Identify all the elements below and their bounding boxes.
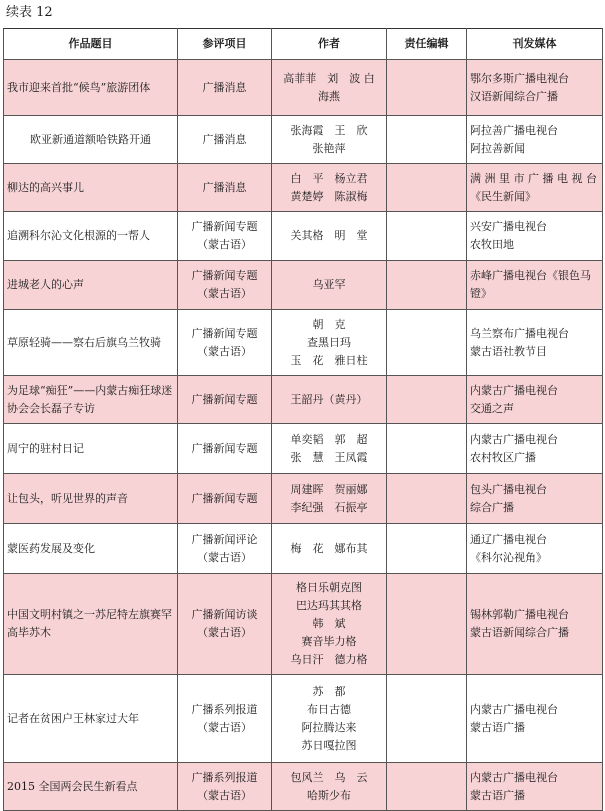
- table-row: [4, 261, 603, 310]
- cell-authors-line: 格日乐朝克图: [296, 581, 362, 594]
- work-title: 让包头，听见世界的声音: [7, 491, 128, 505]
- cell-category-line: 广播新闻专题: [191, 326, 258, 340]
- cell-media: [467, 310, 603, 376]
- table-row: [4, 675, 603, 763]
- cell-authors-line: 王韶丹（黄丹）: [290, 392, 368, 406]
- cell-editor: [387, 763, 467, 811]
- awards-table: [3, 28, 603, 811]
- cell-editor: [387, 574, 467, 675]
- table-row: [4, 376, 603, 424]
- cell-media-line: 综合广播: [470, 500, 514, 514]
- cell-media-line: 蒙古语社教节目: [470, 344, 547, 358]
- cell-media: [467, 524, 603, 574]
- table-row: [4, 474, 603, 524]
- cell-authors-line: 高菲菲 刘 波 白: [283, 71, 375, 85]
- cell-authors-line: 张 慧 王凤霞: [290, 450, 368, 464]
- cell-authors-line: 苏日嘎拉图: [301, 738, 357, 752]
- cell-authors: [272, 212, 387, 261]
- cell-category-line: 广播新闻专题: [191, 269, 258, 282]
- work-title: 周宁的驻村日记: [7, 441, 84, 455]
- cell-authors-line: 哈斯少布: [307, 788, 351, 802]
- cell-media: [467, 116, 603, 164]
- table-row: [4, 524, 603, 574]
- cell-title: [4, 164, 178, 212]
- table-body: [4, 60, 603, 811]
- work-title: 中国文明村镇之一苏尼特左旗赛罕高毕苏木: [7, 608, 172, 639]
- cell-editor: [387, 116, 467, 164]
- header-category: 参评项目: [178, 29, 272, 60]
- table-row: [4, 60, 603, 116]
- table-row: [4, 424, 603, 474]
- cell-media: [467, 474, 603, 524]
- cell-authors-line: 关其格 明 堂: [290, 229, 368, 242]
- cell-authors-line: 阿拉腾达来: [301, 720, 357, 734]
- cell-media: [467, 60, 603, 116]
- cell-category-line: （蒙古语）: [197, 720, 252, 734]
- work-title: 我市迎来首批“候鸟”旅游团体: [7, 80, 151, 94]
- header-media: 刊发媒体: [467, 29, 603, 60]
- work-title: 2015 全国两会民生新看点: [7, 779, 138, 793]
- cell-media: [467, 164, 603, 212]
- cell-category-line: 广播系列报道: [191, 702, 258, 716]
- cell-authors-line: 查黑日玛: [307, 335, 351, 349]
- cell-media: [467, 574, 603, 675]
- cell-authors-line: 韩 斌: [312, 617, 346, 630]
- cell-category-line: 广播消息: [202, 80, 247, 94]
- cell-category-line: 广播新闻专题: [191, 491, 258, 505]
- cell-category-line: 广播新闻专题: [191, 441, 258, 455]
- cell-editor: [387, 675, 467, 763]
- work-title: 追溯科尔沁文化根源的一帮人: [7, 229, 150, 242]
- cell-media-line: 交通之声: [470, 401, 514, 415]
- cell-authors: [272, 60, 387, 116]
- cell-authors: [272, 424, 387, 474]
- table-row: [4, 574, 603, 675]
- cell-media-line: 包头广播电视台: [470, 482, 547, 496]
- cell-title: [4, 675, 178, 763]
- cell-authors-line: 黄楚婷 陈淑梅: [290, 189, 368, 203]
- cell-authors-line: 乌亚罕: [312, 278, 346, 291]
- cell-editor: [387, 261, 467, 310]
- cell-media-line: 满 洲 里 市 广 播 电 视 台: [470, 171, 597, 185]
- cell-category-line: 广播新闻专题: [191, 392, 258, 406]
- cell-authors-line: 包风兰 乌 云: [290, 770, 368, 784]
- cell-category: [178, 60, 272, 116]
- cell-authors-line: 李纪强 石振亭: [290, 500, 368, 514]
- cell-title: [4, 116, 178, 164]
- cell-category-line: （蒙古语）: [197, 238, 252, 251]
- cell-authors-line: 苏 都: [312, 684, 346, 698]
- cell-media-line: 锡林郭勒广播电视台: [470, 608, 569, 621]
- cell-authors: [272, 164, 387, 212]
- cell-media: [467, 376, 603, 424]
- cell-authors: [272, 310, 387, 376]
- cell-editor: [387, 60, 467, 116]
- cell-category: [178, 116, 272, 164]
- table-row: [4, 212, 603, 261]
- cell-authors-line: 梅 花 娜布其: [290, 541, 368, 555]
- cell-media: [467, 261, 603, 310]
- cell-media-line: 内蒙古广播电视台: [470, 432, 558, 446]
- cell-category: [178, 212, 272, 261]
- cell-category: [178, 164, 272, 212]
- cell-media-line: 阿拉善广播电视台: [470, 123, 558, 137]
- work-title: 欧亚新通道额哈铁路开通: [30, 132, 151, 146]
- header-title: 作品题目: [4, 29, 178, 60]
- cell-authors-line: 张艳萍: [312, 141, 346, 155]
- cell-category: [178, 524, 272, 574]
- work-title: 柳达的高兴事儿: [7, 180, 84, 194]
- cell-title: [4, 574, 178, 675]
- cell-category: [178, 424, 272, 474]
- cell-category-line: 广播新闻访谈: [191, 608, 258, 621]
- cell-category-line: （蒙古语）: [197, 550, 252, 564]
- cell-category-line: 广播新闻评论: [191, 532, 258, 546]
- cell-authors-line: 朝 克: [312, 317, 346, 331]
- cell-media-line: 通辽广播电视台: [470, 532, 547, 546]
- cell-category-line: （蒙古语）: [197, 788, 252, 802]
- cell-category: [178, 310, 272, 376]
- cell-editor: [387, 424, 467, 474]
- table-row: [4, 116, 603, 164]
- cell-title: [4, 261, 178, 310]
- cell-authors-line: 海燕: [318, 89, 340, 103]
- cell-category-line: 广播消息: [202, 180, 247, 194]
- cell-media-line: 鄂尔多斯广播电视台: [470, 71, 569, 85]
- header-authors: 作者: [272, 29, 387, 60]
- cell-authors-line: 玉 花 雅日柱: [290, 353, 368, 367]
- cell-media: [467, 763, 603, 811]
- work-title: 进城老人的心声: [7, 278, 84, 291]
- cell-title: [4, 310, 178, 376]
- table-row: [4, 763, 603, 811]
- cell-title: [4, 60, 178, 116]
- cell-authors: [272, 376, 387, 424]
- cell-media-line: 蒙古语广播: [470, 720, 525, 734]
- cell-authors: [272, 675, 387, 763]
- cell-authors-line: 周建晖 贺丽娜: [290, 482, 368, 496]
- cell-category: [178, 261, 272, 310]
- cell-category-line: （蒙古语）: [197, 344, 252, 358]
- cell-category-line: （蒙古语）: [197, 626, 252, 639]
- cell-authors: [272, 116, 387, 164]
- cell-authors: [272, 763, 387, 811]
- cell-media: [467, 675, 603, 763]
- cell-title: [4, 376, 178, 424]
- cell-media: [467, 424, 603, 474]
- cell-editor: [387, 524, 467, 574]
- cell-media-line: 汉语新闻综合广播: [470, 89, 558, 103]
- cell-title: [4, 524, 178, 574]
- cell-media-line: 《科尔沁视角》: [470, 550, 547, 564]
- cell-authors: [272, 474, 387, 524]
- cell-media-line: 蒙古语广播: [470, 788, 525, 802]
- cell-authors: [272, 574, 387, 675]
- cell-media-line: 农村牧区广播: [470, 450, 536, 464]
- cell-authors: [272, 261, 387, 310]
- cell-media: [467, 212, 603, 261]
- work-title: 记者在贫困户王林家过大年: [7, 711, 139, 725]
- cell-category-line: 广播消息: [202, 132, 247, 146]
- cell-category: [178, 675, 272, 763]
- cell-title: [4, 424, 178, 474]
- cell-authors-line: 白 平 杨立君: [290, 171, 368, 185]
- cell-editor: [387, 376, 467, 424]
- table-row: [4, 164, 603, 212]
- cell-category-line: 广播新闻专题: [191, 220, 258, 233]
- cell-media-line: 《民生新闻》: [470, 189, 536, 203]
- cell-media-line: 赤峰广播电视台《银色马: [470, 269, 591, 282]
- cell-media-line: 蒙古语新闻综合广播: [470, 626, 569, 639]
- cell-authors-line: 乌日汗 德力格: [290, 653, 368, 666]
- cell-media-line: 内蒙古广播电视台: [470, 770, 558, 784]
- work-title: 草原轻骑——察右后旗乌兰牧骑: [7, 335, 161, 349]
- cell-authors-line: 单奕韬 郭 超: [290, 432, 368, 446]
- table-caption: 续表 12: [6, 5, 53, 20]
- cell-editor: [387, 310, 467, 376]
- cell-category: [178, 763, 272, 811]
- cell-media-line: 内蒙古广播电视台: [470, 702, 558, 716]
- cell-authors-line: 巴达玛其其格: [296, 599, 362, 612]
- cell-category-line: （蒙古语）: [197, 287, 252, 300]
- cell-media-line: 乌兰察布广播电视台: [470, 326, 569, 340]
- cell-category: [178, 574, 272, 675]
- cell-media-line: 农牧田地: [470, 238, 514, 251]
- cell-media-line: 阿拉善新闻: [470, 141, 525, 155]
- cell-authors-line: 赛音毕力格: [301, 635, 357, 648]
- cell-authors-line: 布日古德: [307, 702, 351, 716]
- cell-editor: [387, 212, 467, 261]
- cell-media-line: 兴安广播电视台: [470, 220, 547, 233]
- work-title: 蒙医药发展及变化: [7, 541, 95, 555]
- header-row: [4, 29, 603, 60]
- cell-media-line: 内蒙古广播电视台: [470, 383, 558, 397]
- cell-category-line: 广播系列报道: [191, 770, 258, 784]
- table-row: [4, 310, 603, 376]
- cell-title: [4, 212, 178, 261]
- cell-title: [4, 474, 178, 524]
- cell-authors: [272, 524, 387, 574]
- cell-media-line: 镫》: [470, 287, 492, 300]
- cell-editor: [387, 474, 467, 524]
- work-title: 为足球“痴狂”——内蒙古痴狂球迷协会会长磊子专访: [7, 383, 173, 415]
- cell-category: [178, 376, 272, 424]
- cell-editor: [387, 164, 467, 212]
- header-editor: 责任编辑: [387, 29, 467, 60]
- cell-title: [4, 763, 178, 811]
- cell-category: [178, 474, 272, 524]
- cell-authors-line: 张海霞 王 欣: [290, 123, 368, 137]
